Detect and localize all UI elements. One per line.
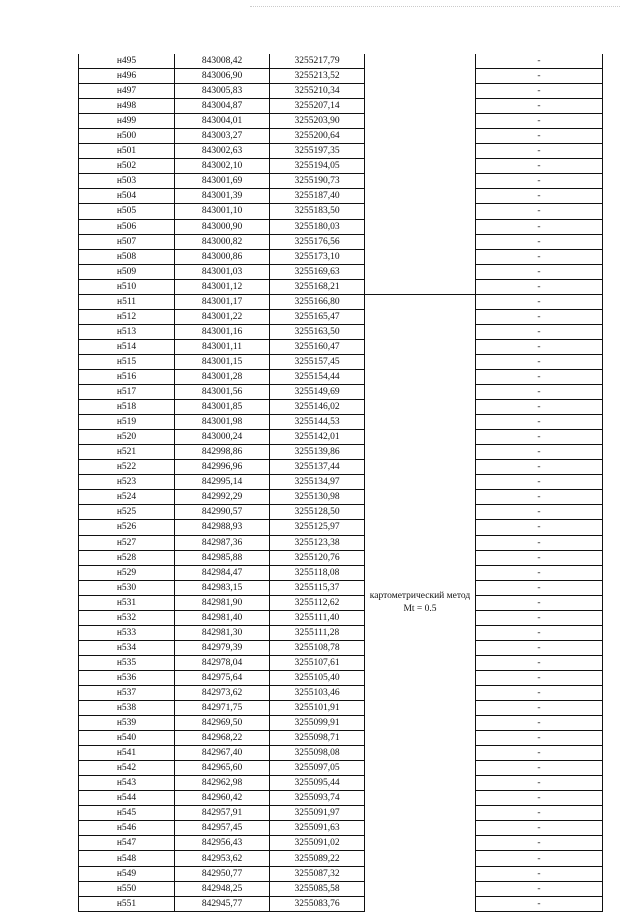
point-id-cell: н523 — [79, 475, 175, 490]
y-coordinate-cell: 3255213,52 — [270, 69, 365, 84]
x-coordinate-cell: 843004,87 — [175, 99, 270, 114]
note-cell: - — [476, 851, 603, 866]
note-cell: - — [476, 159, 603, 174]
y-coordinate-cell: 3255118,08 — [270, 565, 365, 580]
note-cell: - — [476, 204, 603, 219]
table-row — [79, 354, 603, 369]
point-id-cell: н531 — [79, 595, 175, 610]
table-row — [79, 294, 603, 309]
point-id-cell: н549 — [79, 866, 175, 881]
note-cell: - — [476, 354, 603, 369]
y-coordinate-cell: 3255146,02 — [270, 400, 365, 415]
table-row — [79, 896, 603, 911]
note-cell: - — [476, 761, 603, 776]
table-row — [79, 685, 603, 700]
table-row — [79, 806, 603, 821]
table-row — [79, 204, 603, 219]
note-cell: - — [476, 144, 603, 159]
note-cell: - — [476, 881, 603, 896]
x-coordinate-cell: 842987,36 — [175, 535, 270, 550]
x-coordinate-cell: 842979,39 — [175, 640, 270, 655]
point-id-cell: н540 — [79, 731, 175, 746]
y-coordinate-cell: 3255203,90 — [270, 114, 365, 129]
point-id-cell: н550 — [79, 881, 175, 896]
y-coordinate-cell: 3255210,34 — [270, 84, 365, 99]
table-row — [79, 565, 603, 580]
x-coordinate-cell: 842990,57 — [175, 505, 270, 520]
table-row — [79, 580, 603, 595]
note-cell: - — [476, 475, 603, 490]
x-coordinate-cell: 843001,85 — [175, 400, 270, 415]
point-id-cell: н542 — [79, 761, 175, 776]
y-coordinate-cell: 3255091,63 — [270, 821, 365, 836]
table-row — [79, 490, 603, 505]
point-id-cell: н513 — [79, 324, 175, 339]
point-id-cell: н507 — [79, 234, 175, 249]
point-id-cell: н509 — [79, 264, 175, 279]
point-id-cell: н548 — [79, 851, 175, 866]
x-coordinate-cell: 842995,14 — [175, 475, 270, 490]
point-id-cell: н519 — [79, 415, 175, 430]
table-row — [79, 84, 603, 99]
note-cell: - — [476, 655, 603, 670]
note-cell: - — [476, 69, 603, 84]
y-coordinate-cell: 3255108,78 — [270, 640, 365, 655]
note-cell: - — [476, 234, 603, 249]
point-id-cell: н533 — [79, 625, 175, 640]
note-cell: - — [476, 385, 603, 400]
y-coordinate-cell: 3255139,86 — [270, 445, 365, 460]
table-row — [79, 99, 603, 114]
y-coordinate-cell: 3255123,38 — [270, 535, 365, 550]
note-cell: - — [476, 189, 603, 204]
point-id-cell: н522 — [79, 460, 175, 475]
x-coordinate-cell: 842950,77 — [175, 866, 270, 881]
y-coordinate-cell: 3255160,47 — [270, 339, 365, 354]
point-id-cell: н541 — [79, 746, 175, 761]
coordinates-table — [78, 54, 603, 912]
point-id-cell: н499 — [79, 114, 175, 129]
y-coordinate-cell: 3255095,44 — [270, 776, 365, 791]
y-coordinate-cell: 3255101,91 — [270, 701, 365, 716]
x-coordinate-cell: 842948,25 — [175, 881, 270, 896]
y-coordinate-cell: 3255091,02 — [270, 836, 365, 851]
table-row — [79, 54, 603, 69]
y-coordinate-cell: 3255093,74 — [270, 791, 365, 806]
y-coordinate-cell: 3255120,76 — [270, 550, 365, 565]
y-coordinate-cell: 3255165,47 — [270, 309, 365, 324]
method-cell: картометрический метод Mt = 0.5 — [365, 294, 476, 911]
point-id-cell: н528 — [79, 550, 175, 565]
point-id-cell: н543 — [79, 776, 175, 791]
x-coordinate-cell: 843001,03 — [175, 264, 270, 279]
table-row — [79, 821, 603, 836]
table-row — [79, 415, 603, 430]
note-cell: - — [476, 324, 603, 339]
table-row — [79, 610, 603, 625]
y-coordinate-cell: 3255112,62 — [270, 595, 365, 610]
x-coordinate-cell: 842998,86 — [175, 445, 270, 460]
y-coordinate-cell: 3255111,28 — [270, 625, 365, 640]
point-id-cell: н525 — [79, 505, 175, 520]
point-id-cell: н547 — [79, 836, 175, 851]
point-id-cell: н495 — [79, 54, 175, 69]
x-coordinate-cell: 842971,75 — [175, 701, 270, 716]
y-coordinate-cell: 3255169,63 — [270, 264, 365, 279]
note-cell: - — [476, 264, 603, 279]
note-cell: - — [476, 505, 603, 520]
point-id-cell: н510 — [79, 279, 175, 294]
note-cell: - — [476, 731, 603, 746]
table-row — [79, 219, 603, 234]
table-row — [79, 114, 603, 129]
point-id-cell: н504 — [79, 189, 175, 204]
y-coordinate-cell: 3255098,71 — [270, 731, 365, 746]
coordinates-table-body — [79, 54, 603, 911]
table-row — [79, 174, 603, 189]
table-row — [79, 881, 603, 896]
y-coordinate-cell: 3255111,40 — [270, 610, 365, 625]
note-cell: - — [476, 99, 603, 114]
point-id-cell: н508 — [79, 249, 175, 264]
point-id-cell: н538 — [79, 701, 175, 716]
note-cell: - — [476, 174, 603, 189]
y-coordinate-cell: 3255134,97 — [270, 475, 365, 490]
table-row — [79, 385, 603, 400]
x-coordinate-cell: 843000,24 — [175, 430, 270, 445]
point-id-cell: н506 — [79, 219, 175, 234]
table-row — [79, 655, 603, 670]
note-cell: - — [476, 550, 603, 565]
table-row — [79, 249, 603, 264]
y-coordinate-cell: 3255149,69 — [270, 385, 365, 400]
x-coordinate-cell: 843003,27 — [175, 129, 270, 144]
note-cell: - — [476, 670, 603, 685]
note-cell: - — [476, 369, 603, 384]
point-id-cell: н502 — [79, 159, 175, 174]
x-coordinate-cell: 842953,62 — [175, 851, 270, 866]
point-id-cell: н524 — [79, 490, 175, 505]
y-coordinate-cell: 3255183,50 — [270, 204, 365, 219]
note-cell: - — [476, 625, 603, 640]
note-cell: - — [476, 866, 603, 881]
y-coordinate-cell: 3255157,45 — [270, 354, 365, 369]
x-coordinate-cell: 843001,69 — [175, 174, 270, 189]
table-row — [79, 144, 603, 159]
point-id-cell: н515 — [79, 354, 175, 369]
x-coordinate-cell: 842975,64 — [175, 670, 270, 685]
table-row — [79, 520, 603, 535]
note-cell: - — [476, 610, 603, 625]
note-cell: - — [476, 716, 603, 731]
note-cell: - — [476, 836, 603, 851]
x-coordinate-cell: 842957,45 — [175, 821, 270, 836]
y-coordinate-cell: 3255173,10 — [270, 249, 365, 264]
point-id-cell: н546 — [79, 821, 175, 836]
table-row — [79, 129, 603, 144]
table-row — [79, 670, 603, 685]
point-id-cell: н530 — [79, 580, 175, 595]
table-row — [79, 324, 603, 339]
note-cell: - — [476, 415, 603, 430]
x-coordinate-cell: 842988,93 — [175, 520, 270, 535]
y-coordinate-cell: 3255190,73 — [270, 174, 365, 189]
point-id-cell: н498 — [79, 99, 175, 114]
table-row — [79, 430, 603, 445]
x-coordinate-cell: 843001,98 — [175, 415, 270, 430]
table-row — [79, 836, 603, 851]
scan-header-artifact — [250, 6, 620, 13]
y-coordinate-cell: 3255137,44 — [270, 460, 365, 475]
note-cell: - — [476, 430, 603, 445]
note-cell: - — [476, 580, 603, 595]
y-coordinate-cell: 3255207,14 — [270, 99, 365, 114]
x-coordinate-cell: 843001,17 — [175, 294, 270, 309]
point-id-cell: н518 — [79, 400, 175, 415]
x-coordinate-cell: 843000,82 — [175, 234, 270, 249]
note-cell: - — [476, 294, 603, 309]
table-row — [79, 309, 603, 324]
note-cell: - — [476, 339, 603, 354]
x-coordinate-cell: 843001,22 — [175, 309, 270, 324]
table-row — [79, 189, 603, 204]
y-coordinate-cell: 3255154,44 — [270, 369, 365, 384]
x-coordinate-cell: 843006,90 — [175, 69, 270, 84]
table-row — [79, 791, 603, 806]
x-coordinate-cell: 842992,29 — [175, 490, 270, 505]
y-coordinate-cell: 3255187,40 — [270, 189, 365, 204]
note-cell: - — [476, 776, 603, 791]
x-coordinate-cell: 843001,10 — [175, 204, 270, 219]
x-coordinate-cell: 843001,56 — [175, 385, 270, 400]
note-cell: - — [476, 54, 603, 69]
note-cell: - — [476, 84, 603, 99]
x-coordinate-cell: 843002,10 — [175, 159, 270, 174]
x-coordinate-cell: 842984,47 — [175, 565, 270, 580]
table-row — [79, 460, 603, 475]
table-row — [79, 339, 603, 354]
y-coordinate-cell: 3255180,03 — [270, 219, 365, 234]
x-coordinate-cell: 843002,63 — [175, 144, 270, 159]
table-row — [79, 761, 603, 776]
y-coordinate-cell: 3255107,61 — [270, 655, 365, 670]
note-cell: - — [476, 490, 603, 505]
table-row — [79, 731, 603, 746]
table-row — [79, 400, 603, 415]
point-id-cell: н551 — [79, 896, 175, 911]
y-coordinate-cell: 3255083,76 — [270, 896, 365, 911]
point-id-cell: н497 — [79, 84, 175, 99]
y-coordinate-cell: 3255125,97 — [270, 520, 365, 535]
note-cell: - — [476, 249, 603, 264]
x-coordinate-cell: 842967,40 — [175, 746, 270, 761]
point-id-cell: н526 — [79, 520, 175, 535]
note-cell: - — [476, 309, 603, 324]
note-cell: - — [476, 640, 603, 655]
y-coordinate-cell: 3255105,40 — [270, 670, 365, 685]
point-id-cell: н539 — [79, 716, 175, 731]
x-coordinate-cell: 843001,12 — [175, 279, 270, 294]
y-coordinate-cell: 3255163,50 — [270, 324, 365, 339]
x-coordinate-cell: 843001,16 — [175, 324, 270, 339]
x-coordinate-cell: 842969,50 — [175, 716, 270, 731]
y-coordinate-cell: 3255168,21 — [270, 279, 365, 294]
point-id-cell: н503 — [79, 174, 175, 189]
y-coordinate-cell: 3255176,56 — [270, 234, 365, 249]
table-row — [79, 505, 603, 520]
note-cell: - — [476, 279, 603, 294]
x-coordinate-cell: 843001,11 — [175, 339, 270, 354]
note-cell: - — [476, 129, 603, 144]
point-id-cell: н512 — [79, 309, 175, 324]
table-row — [79, 69, 603, 84]
note-cell: - — [476, 400, 603, 415]
point-id-cell: н517 — [79, 385, 175, 400]
y-coordinate-cell: 3255087,32 — [270, 866, 365, 881]
point-id-cell: н511 — [79, 294, 175, 309]
point-id-cell: н545 — [79, 806, 175, 821]
point-id-cell: н536 — [79, 670, 175, 685]
table-row — [79, 159, 603, 174]
point-id-cell: н529 — [79, 565, 175, 580]
point-id-cell: н535 — [79, 655, 175, 670]
note-cell: - — [476, 445, 603, 460]
x-coordinate-cell: 843001,39 — [175, 189, 270, 204]
point-id-cell: н537 — [79, 685, 175, 700]
note-cell: - — [476, 896, 603, 911]
x-coordinate-cell: 842981,90 — [175, 595, 270, 610]
note-cell: - — [476, 791, 603, 806]
point-id-cell: н516 — [79, 369, 175, 384]
x-coordinate-cell: 842957,91 — [175, 806, 270, 821]
point-id-cell: н532 — [79, 610, 175, 625]
point-id-cell: н501 — [79, 144, 175, 159]
table-row — [79, 595, 603, 610]
x-coordinate-cell: 842978,04 — [175, 655, 270, 670]
table-row — [79, 746, 603, 761]
y-coordinate-cell: 3255097,05 — [270, 761, 365, 776]
table-row — [79, 640, 603, 655]
note-cell: - — [476, 821, 603, 836]
y-coordinate-cell: 3255115,37 — [270, 580, 365, 595]
y-coordinate-cell: 3255130,98 — [270, 490, 365, 505]
y-coordinate-cell: 3255197,35 — [270, 144, 365, 159]
point-id-cell: н505 — [79, 204, 175, 219]
y-coordinate-cell: 3255091,97 — [270, 806, 365, 821]
x-coordinate-cell: 842965,60 — [175, 761, 270, 776]
table-row — [79, 369, 603, 384]
table-row — [79, 625, 603, 640]
table-row — [79, 445, 603, 460]
y-coordinate-cell: 3255099,91 — [270, 716, 365, 731]
x-coordinate-cell: 842985,88 — [175, 550, 270, 565]
y-coordinate-cell: 3255089,22 — [270, 851, 365, 866]
point-id-cell: н534 — [79, 640, 175, 655]
x-coordinate-cell: 843001,15 — [175, 354, 270, 369]
x-coordinate-cell: 842962,98 — [175, 776, 270, 791]
table-row — [79, 776, 603, 791]
y-coordinate-cell: 3255085,58 — [270, 881, 365, 896]
x-coordinate-cell: 843004,01 — [175, 114, 270, 129]
table-row — [79, 264, 603, 279]
point-id-cell: н514 — [79, 339, 175, 354]
note-cell: - — [476, 114, 603, 129]
note-cell: - — [476, 701, 603, 716]
y-coordinate-cell: 3255194,05 — [270, 159, 365, 174]
note-cell: - — [476, 460, 603, 475]
table-row — [79, 866, 603, 881]
table-row — [79, 701, 603, 716]
table-row — [79, 851, 603, 866]
note-cell: - — [476, 520, 603, 535]
x-coordinate-cell: 842960,42 — [175, 791, 270, 806]
x-coordinate-cell: 842956,43 — [175, 836, 270, 851]
x-coordinate-cell: 842981,30 — [175, 625, 270, 640]
y-coordinate-cell: 3255128,50 — [270, 505, 365, 520]
x-coordinate-cell: 842983,15 — [175, 580, 270, 595]
y-coordinate-cell: 3255142,01 — [270, 430, 365, 445]
x-coordinate-cell: 843008,42 — [175, 54, 270, 69]
y-coordinate-cell: 3255200,64 — [270, 129, 365, 144]
x-coordinate-cell: 843005,83 — [175, 84, 270, 99]
table-row — [79, 550, 603, 565]
note-cell: - — [476, 595, 603, 610]
y-coordinate-cell: 3255144,53 — [270, 415, 365, 430]
point-id-cell: н544 — [79, 791, 175, 806]
point-id-cell: н521 — [79, 445, 175, 460]
x-coordinate-cell: 842996,96 — [175, 460, 270, 475]
y-coordinate-cell: 3255166,80 — [270, 294, 365, 309]
note-cell: - — [476, 685, 603, 700]
y-coordinate-cell: 3255103,46 — [270, 685, 365, 700]
x-coordinate-cell: 843000,86 — [175, 249, 270, 264]
method-cell-empty — [365, 54, 476, 294]
point-id-cell: н496 — [79, 69, 175, 84]
note-cell: - — [476, 746, 603, 761]
note-cell: - — [476, 219, 603, 234]
x-coordinate-cell: 843000,90 — [175, 219, 270, 234]
y-coordinate-cell: 3255217,79 — [270, 54, 365, 69]
point-id-cell: н527 — [79, 535, 175, 550]
point-id-cell: н520 — [79, 430, 175, 445]
table-row — [79, 716, 603, 731]
table-row — [79, 234, 603, 249]
table-row — [79, 279, 603, 294]
x-coordinate-cell: 843001,28 — [175, 369, 270, 384]
x-coordinate-cell: 842973,62 — [175, 685, 270, 700]
point-id-cell: н500 — [79, 129, 175, 144]
note-cell: - — [476, 565, 603, 580]
x-coordinate-cell: 842968,22 — [175, 731, 270, 746]
table-row — [79, 475, 603, 490]
x-coordinate-cell: 842945,77 — [175, 896, 270, 911]
note-cell: - — [476, 806, 603, 821]
note-cell: - — [476, 535, 603, 550]
x-coordinate-cell: 842981,40 — [175, 610, 270, 625]
table-row — [79, 535, 603, 550]
y-coordinate-cell: 3255098,08 — [270, 746, 365, 761]
